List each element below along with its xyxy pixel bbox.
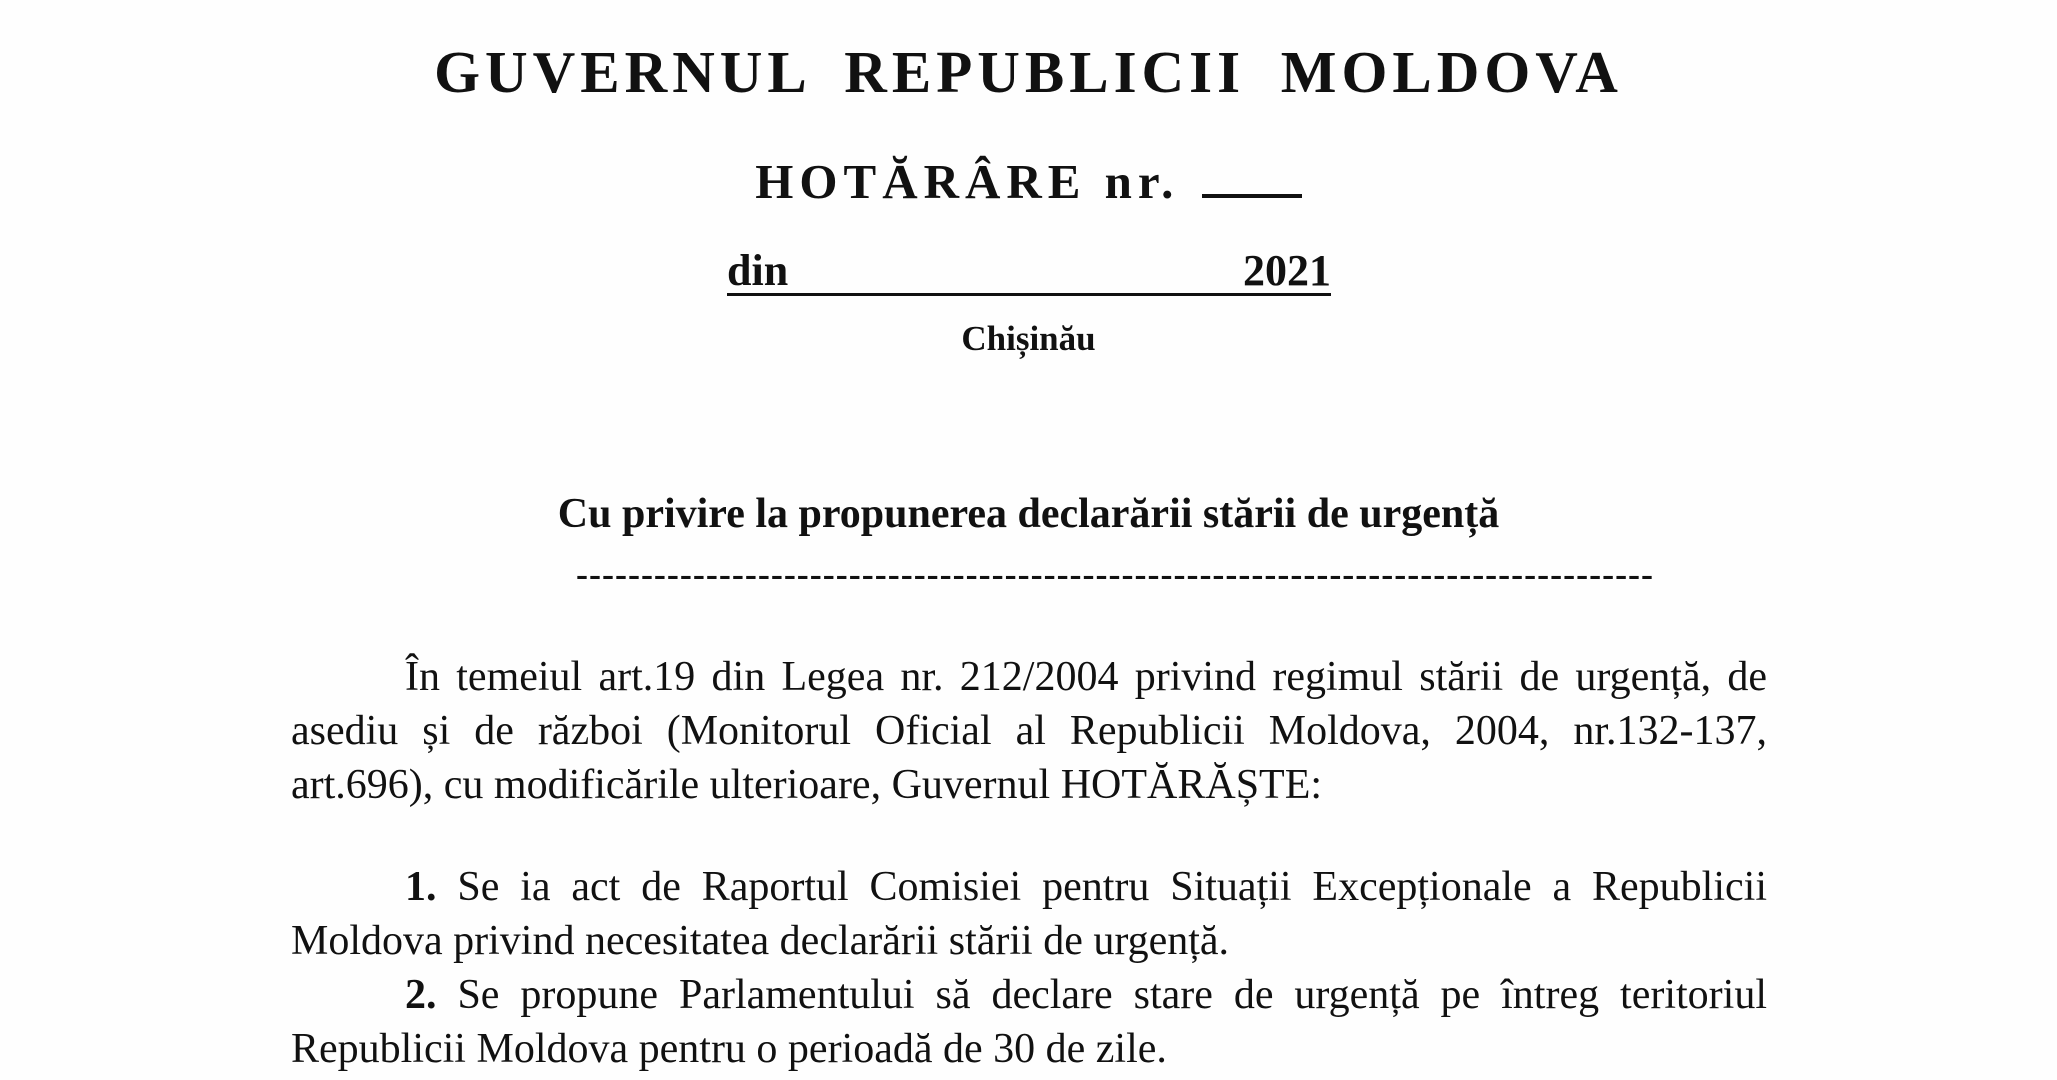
government-title: GUVERNUL REPUBLICII MOLDOVA — [434, 39, 1623, 105]
list-item — [291, 968, 1767, 1076]
paragraph-gap — [291, 812, 1767, 860]
item-text: Se propune Parlamentului să declare stare de urgență pe întreg teritoriul Republicii Moldova pentru o perioadă de 30 de zile. — [291, 972, 1768, 1072]
decision-number-blank — [1202, 150, 1302, 198]
date-year: 2021 — [1243, 246, 1331, 295]
preamble-paragraph: În temeiul art.19 din Legea nr. 212/2004 privind regimul stării de urgență, de asediu și de război (Monitorul Oficial al Republicii Moldova, 2004, nr.132-137, art.696), cu modificările ulterioare, Guvernul HOTĂRĂȘTE: — [291, 654, 1767, 808]
item-number: 1. — [405, 864, 437, 910]
date-line — [727, 245, 1331, 296]
decision-number-line — [0, 150, 2057, 210]
date-prefix: din — [727, 246, 789, 295]
city: Chișinău — [961, 319, 1096, 358]
separator-line: ----------------------------------------------------------------------------------- — [576, 554, 1655, 594]
item-number: 2. — [405, 972, 437, 1018]
decision-label: HOTĂRÂRE nr. — [755, 154, 1180, 209]
document-body — [291, 650, 1767, 1076]
item-text: Se ia act de Raportul Comisiei pentru Situații Excepționale a Republicii Moldova privind necesitatea declarării stării de urgență. — [291, 864, 1767, 964]
list-item — [291, 860, 1767, 968]
decision-subject: Cu privire la propunerea declarării stării de urgență — [557, 491, 1500, 537]
